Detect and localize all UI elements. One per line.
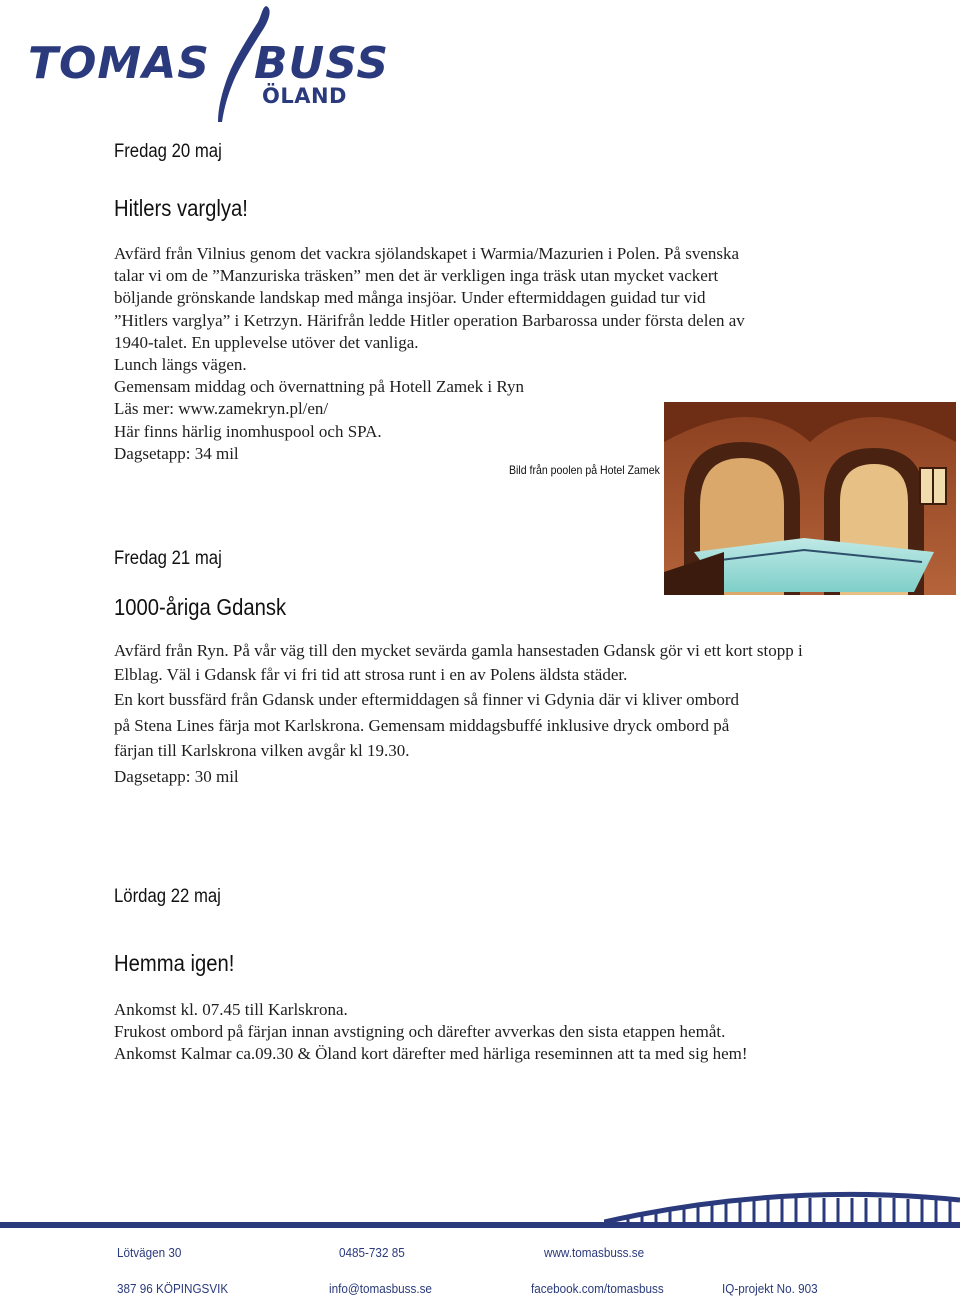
text-line: Gemensam middag och övernattning på Hotell Zamek i Ryn bbox=[114, 377, 525, 397]
footer-phone: 0485-732 85 bbox=[339, 1245, 405, 1260]
image-caption: Bild från poolen på Hotel Zamek bbox=[509, 463, 660, 477]
text-line: Här finns härlig inomhuspool och SPA. bbox=[114, 421, 382, 441]
footer-facebook-link[interactable]: facebook.com/tomasbuss bbox=[531, 1281, 664, 1296]
footer-divider bbox=[0, 1222, 960, 1228]
logo-text-oland: ÖLAND bbox=[262, 84, 347, 108]
text-line: färjan till Karlskrona vilken avgår kl 19.30. bbox=[114, 741, 410, 760]
day-description bbox=[114, 639, 844, 789]
logo-text-tomas: TOMAS bbox=[28, 38, 210, 89]
text-line: Frukost ombord på färjan innan avstigning och därefter avverkas den sista etappen hemåt. bbox=[114, 1022, 726, 1042]
indoor-pool-icon bbox=[664, 402, 956, 595]
text-line: ”Hitlers varglya” i Ketrzyn. Härifrån ledde Hitler operation Barbarossa under första delen av bbox=[114, 310, 745, 330]
hotel-pool-photo bbox=[664, 402, 956, 595]
text-line: böljande grönskande landskap med många insjöar. Under eftermiddagen guidad tur vid bbox=[114, 288, 706, 308]
text-line: Elblag. Väl i Gdansk får vi fri tid att strosa runt i en av Polens äldsta städer. bbox=[114, 665, 628, 684]
text-line: Ankomst kl. 07.45 till Karlskrona. bbox=[114, 1000, 348, 1019]
company-logo bbox=[28, 4, 408, 126]
text-line: 1940-talet. En upplevelse utöver det vanliga. bbox=[114, 332, 419, 352]
footer-address-postal: 387 96 KÖPINGSVIK bbox=[117, 1281, 229, 1296]
footer-address-street: Lötvägen 30 bbox=[117, 1245, 182, 1260]
text-line: Ankomst Kalmar ca.09.30 & Öland kort därefter med härliga reseminnen att ta med sig hem! bbox=[114, 1044, 748, 1064]
footer-email-link[interactable]: info@tomasbuss.se bbox=[329, 1281, 432, 1296]
text-line: Avfärd från Ryn. På vår väg till den mycket sevärda gamla hansestaden Gdansk gör vi ett kort stopp i bbox=[114, 641, 803, 660]
day-title: 1000-åriga Gdansk bbox=[114, 594, 287, 620]
text-line: talar vi om de ”Manzuriska träsken” men det är verkligen inga träsk utan mycket vackert bbox=[114, 266, 719, 286]
text-line: Lunch längs vägen. bbox=[114, 355, 247, 375]
text-line: Dagsetapp: 30 mil bbox=[114, 766, 239, 786]
link-text: Läs mer: www.zamekryn.pl/en/ bbox=[114, 399, 329, 419]
footer-website-link[interactable]: www.tomasbuss.se bbox=[544, 1245, 645, 1260]
day-date: Lördag 22 maj bbox=[114, 886, 221, 907]
footer-project-number: IQ-projekt No. 903 bbox=[722, 1281, 818, 1296]
logo-text-buss: BUSS bbox=[254, 38, 390, 89]
day-description bbox=[114, 999, 844, 1066]
text-line: En kort bussfärd från Gdansk under eftermiddagen så finner vi Gdynia där vi kliver ombord bbox=[114, 690, 740, 709]
day-title: Hemma igen! bbox=[114, 950, 235, 976]
day-date: Fredag 21 maj bbox=[114, 548, 222, 569]
text-line: på Stena Lines färja mot Karlskrona. Gemensam middagsbuffé inklusive dryck ombord på bbox=[114, 715, 730, 735]
day-title: Hitlers varglya! bbox=[114, 195, 248, 221]
text-line: Avfärd från Vilnius genom det vackra sjölandskapet i Warmia/Mazurien i Polen. På svenska bbox=[114, 244, 740, 263]
text-line: Dagsetapp: 34 mil bbox=[114, 443, 239, 463]
day-date: Fredag 20 maj bbox=[114, 141, 222, 162]
